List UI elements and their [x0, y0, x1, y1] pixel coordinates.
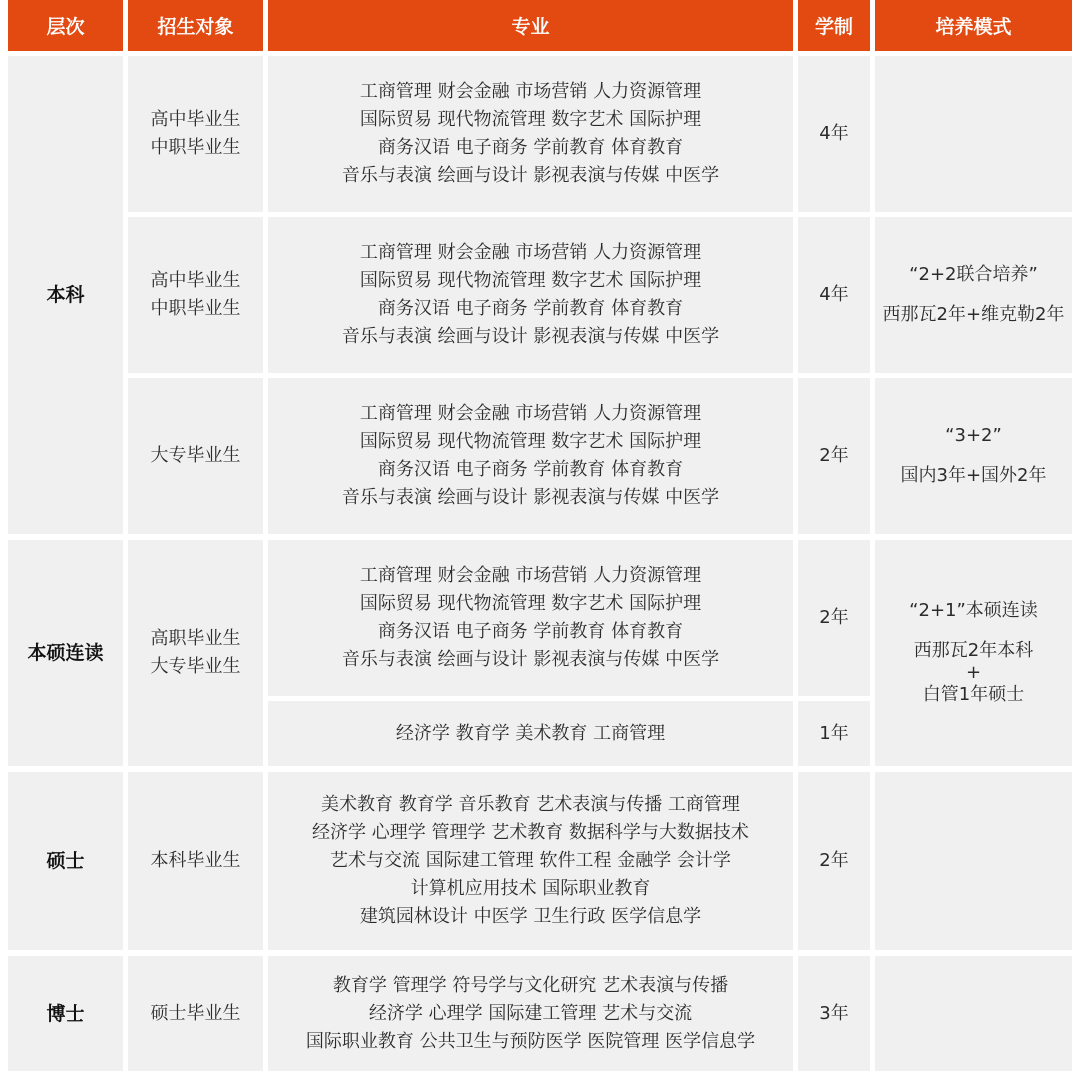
bachelor-row2-mode: “2+2联合培养” 西那瓦2年+维克勒2年 — [875, 217, 1072, 373]
bachelor-row2-duration: 4年 — [798, 217, 870, 373]
header-target: 招生对象 — [128, 0, 263, 51]
header-level: 层次 — [8, 0, 123, 51]
level-doctor: 博士 — [8, 956, 123, 1071]
bachelor-row2-target: 高中毕业生 中职毕业生 — [128, 217, 263, 373]
bachelor-row1-mode — [875, 56, 1072, 212]
master-majors: 美术教育 教育学 音乐教育 艺术表演与传播 工商管理 经济学 心理学 管理学 艺术教育 数据科学与大数据技术 艺术与交流 国际建工管理 软件工程 金融学 会计学 计算机应用技术 国际职业教育 建筑园林设计 中医学 卫生行政 医学信息学 — [268, 772, 793, 950]
header-major: 专业 — [268, 0, 793, 51]
doctor-majors: 教育学 管理学 符号学与文化研究 艺术表演与传播 经济学 心理学 国际建工管理 艺术与交流 国际职业教育 公共卫生与预防医学 医院管理 医学信息学 — [268, 956, 793, 1071]
joint-row2-duration: 1年 — [798, 701, 870, 766]
joint-mode: “2+1”本硕连读 西那瓦2年本科 + 白管1年硕士 — [875, 540, 1072, 766]
joint-row2-majors: 经济学 教育学 美术教育 工商管理 — [268, 701, 793, 766]
level-bachelor: 本科 — [8, 56, 123, 534]
doctor-mode — [875, 956, 1072, 1071]
joint-target: 高职毕业生 大专毕业生 — [128, 540, 263, 766]
bachelor-row3-duration: 2年 — [798, 378, 870, 534]
master-duration: 2年 — [798, 772, 870, 950]
doctor-target: 硕士毕业生 — [128, 956, 263, 1071]
header-mode: 培养模式 — [875, 0, 1072, 51]
master-mode — [875, 772, 1072, 950]
bachelor-row1-duration: 4年 — [798, 56, 870, 212]
bachelor-row3-target: 大专毕业生 — [128, 378, 263, 534]
level-master: 硕士 — [8, 772, 123, 950]
header-duration: 学制 — [798, 0, 870, 51]
bachelor-row1-target: 高中毕业生 中职毕业生 — [128, 56, 263, 212]
joint-row1-majors: 工商管理 财会金融 市场营销 人力资源管理 国际贸易 现代物流管理 数字艺术 国际护理 商务汉语 电子商务 学前教育 体育教育 音乐与表演 绘画与设计 影视表演与传媒 中医学 — [268, 540, 793, 696]
master-target: 本科毕业生 — [128, 772, 263, 950]
joint-row1-duration: 2年 — [798, 540, 870, 696]
level-joint: 本硕连读 — [8, 540, 123, 766]
bachelor-row1-majors: 工商管理 财会金融 市场营销 人力资源管理 国际贸易 现代物流管理 数字艺术 国际护理 商务汉语 电子商务 学前教育 体育教育 音乐与表演 绘画与设计 影视表演与传媒 中医学 — [268, 56, 793, 212]
bachelor-row3-mode: “3+2” 国内3年+国外2年 — [875, 378, 1072, 534]
bachelor-row3-majors: 工商管理 财会金融 市场营销 人力资源管理 国际贸易 现代物流管理 数字艺术 国际护理 商务汉语 电子商务 学前教育 体育教育 音乐与表演 绘画与设计 影视表演与传媒 中医学 — [268, 378, 793, 534]
doctor-duration: 3年 — [798, 956, 870, 1071]
bachelor-row2-majors: 工商管理 财会金融 市场营销 人力资源管理 国际贸易 现代物流管理 数字艺术 国际护理 商务汉语 电子商务 学前教育 体育教育 音乐与表演 绘画与设计 影视表演与传媒 中医学 — [268, 217, 793, 373]
